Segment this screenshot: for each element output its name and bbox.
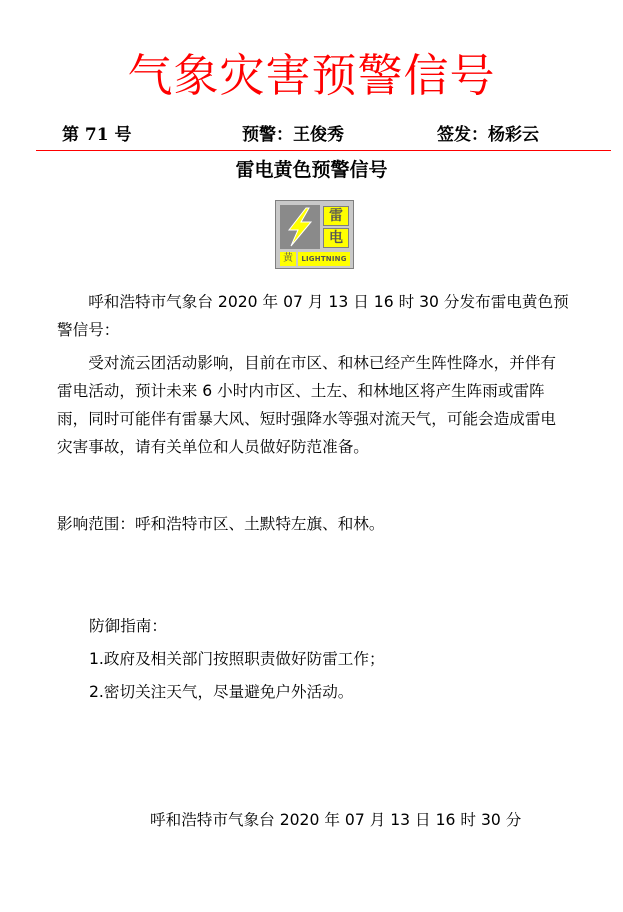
icon-char-thunder: 雷 — [323, 206, 349, 226]
lightning-yellow-warning-icon — [275, 200, 354, 269]
detail-paragraph: 受对流云团活动影响，目前在市区、和林已经产生阵性降水，并伴有雷电活动，预计未来 6 小时内市区、土左、和林地区将产生阵雨或雷阵雨，同时可能伴有雷暴大风、短时强降水等强对流天气，可能会造成雷电灾害事故，请有关单位和人员做好防范准备。 — [57, 354, 557, 456]
icon-english-label: LIGHTNING — [298, 252, 350, 266]
footer-signoff: 呼和浩特市气象台 2020 年 07 月 13 日 16 时 30 分 — [150, 811, 522, 829]
warning-number: 第 71 号 — [62, 125, 132, 145]
issue-paragraph: 呼和浩特市气象台 2020 年 07 月 13 日 16 时 30 分发布雷电黄色预警信号： — [57, 293, 569, 339]
icon-level-yellow: 黄 — [280, 252, 296, 266]
defense-item: 2.密切关注天气，尽量避免户外活动。 — [89, 683, 354, 701]
defense-item: 1.政府及相关部门按照职责做好防雷工作； — [89, 650, 385, 668]
document-title: 气象灾害预警信号 — [127, 49, 496, 102]
lightning-bolt-icon — [280, 205, 320, 249]
defense-heading: 防御指南： — [89, 617, 167, 635]
issuer-name: 签发：杨彩云 — [437, 125, 539, 145]
scope-paragraph: 影响范围：呼和浩特市区、土默特左旗、和林。 — [57, 515, 385, 533]
forecaster-name: 预警：王俊秀 — [242, 125, 344, 145]
signal-title: 雷电黄色预警信号 — [235, 159, 388, 181]
header-divider — [36, 150, 611, 151]
icon-char-electric: 电 — [323, 228, 349, 248]
